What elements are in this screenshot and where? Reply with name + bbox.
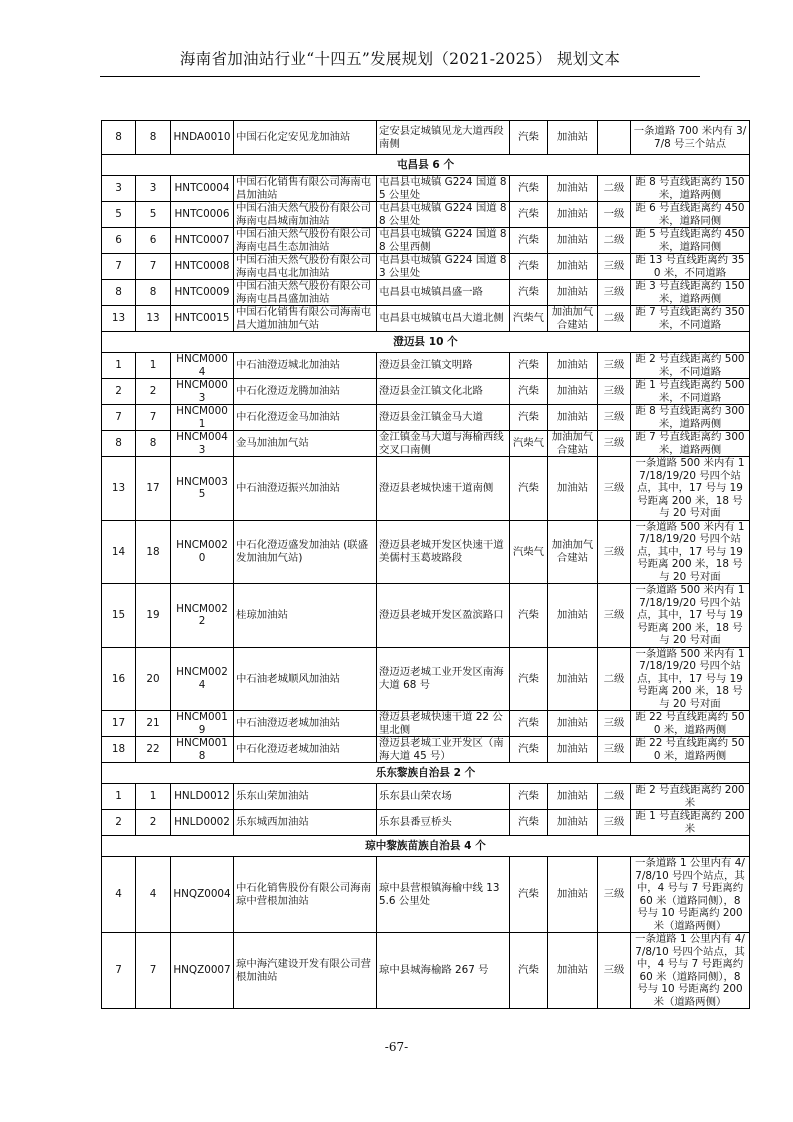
- station-name-cell: 中石化澄迈盛发加油站 (联盛发加油加气站): [234, 520, 377, 584]
- fuel-type-cell: 汽柴: [510, 379, 548, 405]
- grade-cell: 三级: [598, 810, 631, 836]
- row-index-cell: 1: [136, 784, 171, 810]
- row-index-cell: 4: [136, 857, 171, 933]
- county-section-row: [102, 836, 750, 857]
- row-seq-cell: 18: [102, 737, 136, 763]
- address-cell: 澄迈县金江镇金马大道: [377, 405, 510, 431]
- address-cell: 琼中县城海榆路 267 号: [377, 933, 510, 1009]
- station-name-cell: 桂琼加油站: [234, 584, 377, 648]
- stations-table-body: [102, 121, 750, 1009]
- distance-note-cell: 距 8 号直线距离约 150 米，道路两侧: [631, 176, 750, 202]
- station-code-cell: HNCM0043: [171, 431, 234, 457]
- address-cell: 屯昌县屯城镇 G224 国道 85 公里处: [377, 176, 510, 202]
- fuel-type-cell: 汽柴: [510, 737, 548, 763]
- distance-note-cell: 距 3 号直线距离约 150 米，道路两侧: [631, 280, 750, 306]
- grade-cell: 三级: [598, 431, 631, 457]
- fuel-type-cell: 汽柴: [510, 857, 548, 933]
- station-name-cell: 中国石化销售有限公司海南屯昌加油站: [234, 176, 377, 202]
- county-section-row: [102, 155, 750, 176]
- station-kind-cell: 加油站: [548, 202, 598, 228]
- row-seq-cell: 1: [102, 784, 136, 810]
- row-index-cell: 1: [136, 353, 171, 379]
- fuel-type-cell: 汽柴: [510, 176, 548, 202]
- row-index-cell: 3: [136, 176, 171, 202]
- station-kind-cell: 加油站: [548, 280, 598, 306]
- grade-cell: 三级: [598, 737, 631, 763]
- address-cell: 乐东县山荣农场: [377, 784, 510, 810]
- address-cell: 澄迈县老城开发区快速干道美儒村玉葛坡路段: [377, 520, 510, 584]
- fuel-type-cell: 汽柴: [510, 711, 548, 737]
- station-code-cell: HNCM0035: [171, 457, 234, 521]
- distance-note-cell: 一条道路 700 米内有 3/7/8 号三个站点: [631, 121, 750, 155]
- station-code-cell: HNCM0020: [171, 520, 234, 584]
- address-cell: 澄迈县老城开发区盈滨路口: [377, 584, 510, 648]
- station-code-cell: HNDA0010: [171, 121, 234, 155]
- station-name-cell: 乐东山荣加油站: [234, 784, 377, 810]
- page-header-title: 海南省加油站行业“十四五”发展规划（2021-2025） 规划文本: [179, 50, 621, 68]
- table-row: [102, 254, 750, 280]
- table-row: [102, 810, 750, 836]
- distance-note-cell: 一条道路 1 公里内有 4/7/8/10 号四个站点，其中，4 号与 7 号距离约 60 米（道路同侧），8 号与 10 号距离约 200 米（道路两侧）: [631, 933, 750, 1009]
- row-seq-cell: 7: [102, 933, 136, 1009]
- grade-cell: 三级: [598, 857, 631, 933]
- distance-note-cell: 距 2 号直线距离约 500 米，不同道路: [631, 353, 750, 379]
- address-cell: 定安县定城镇见龙大道西段南侧: [377, 121, 510, 155]
- fuel-type-cell: 汽柴: [510, 202, 548, 228]
- station-code-cell: HNCM0003: [171, 379, 234, 405]
- address-cell: 澄迈迈老城工业开发区南海大道 68 号: [377, 647, 510, 711]
- distance-note-cell: 一条道路 500 米内有 17/18/19/20 号四个站点，其中，17 号与 19 号距离 200 米，18 号与 20 号对面: [631, 647, 750, 711]
- grade-cell: 三级: [598, 711, 631, 737]
- fuel-type-cell: 汽柴: [510, 457, 548, 521]
- station-name-cell: 中国石油天然气股份有限公司海南屯昌屯北加油站: [234, 254, 377, 280]
- row-seq-cell: 16: [102, 647, 136, 711]
- station-name-cell: 中国石油天然气股份有限公司海南屯昌城南加油站: [234, 202, 377, 228]
- row-seq-cell: 7: [102, 254, 136, 280]
- table-row: [102, 405, 750, 431]
- station-name-cell: 中石油澄迈老城加油站: [234, 711, 377, 737]
- station-code-cell: HNCM0001: [171, 405, 234, 431]
- grade-cell: 三级: [598, 584, 631, 648]
- row-index-cell: 7: [136, 405, 171, 431]
- table-row: [102, 228, 750, 254]
- address-cell: 屯昌县屯城镇屯昌大道北侧: [377, 306, 510, 332]
- stations-table: [101, 120, 750, 1009]
- table-row: [102, 647, 750, 711]
- distance-note-cell: 距 8 号直线距离约 300 米，道路两侧: [631, 405, 750, 431]
- station-kind-cell: 加油站: [548, 176, 598, 202]
- fuel-type-cell: 汽柴: [510, 933, 548, 1009]
- station-code-cell: HNQZ0007: [171, 933, 234, 1009]
- row-seq-cell: 8: [102, 431, 136, 457]
- table-row: [102, 353, 750, 379]
- table-row: [102, 737, 750, 763]
- station-code-cell: HNCM0004: [171, 353, 234, 379]
- station-kind-cell: 加油站: [548, 647, 598, 711]
- address-cell: 屯昌县屯城镇 G224 国道 88 公里处: [377, 202, 510, 228]
- row-index-cell: 2: [136, 810, 171, 836]
- address-cell: 琼中县营根镇海榆中线 135.6 公里处: [377, 857, 510, 933]
- station-name-cell: 中国石油天然气股份有限公司海南屯昌昌盛加油站: [234, 280, 377, 306]
- station-kind-cell: 加油站: [548, 584, 598, 648]
- distance-note-cell: 一条道路 500 米内有 17/18/19/20 号四个站点，其中，17 号与 19 号距离 200 米，18 号与 20 号对面: [631, 520, 750, 584]
- station-name-cell: 中石油澄迈城北加油站: [234, 353, 377, 379]
- station-name-cell: 金马加油加气站: [234, 431, 377, 457]
- county-section-title: 澄迈县 10 个: [102, 332, 750, 353]
- grade-cell: 三级: [598, 280, 631, 306]
- row-seq-cell: 4: [102, 857, 136, 933]
- fuel-type-cell: 汽柴: [510, 353, 548, 379]
- station-name-cell: 中石化澄迈龙腾加油站: [234, 379, 377, 405]
- distance-note-cell: 距 22 号直线距离约 500 米，道路两侧: [631, 737, 750, 763]
- station-kind-cell: 加油站: [548, 353, 598, 379]
- row-seq-cell: 13: [102, 306, 136, 332]
- fuel-type-cell: 汽柴: [510, 784, 548, 810]
- county-section-title: 屯昌县 6 个: [102, 155, 750, 176]
- distance-note-cell: 距 2 号直线距离约 200 米: [631, 784, 750, 810]
- grade-cell: 三级: [598, 457, 631, 521]
- row-seq-cell: 3: [102, 176, 136, 202]
- station-name-cell: 中国石油天然气股份有限公司海南屯昌生态加油站: [234, 228, 377, 254]
- station-name-cell: 中石油老城顺风加油站: [234, 647, 377, 711]
- grade-cell: 二级: [598, 176, 631, 202]
- fuel-type-cell: 汽柴气: [510, 431, 548, 457]
- station-name-cell: 琼中海汽建设开发有限公司营根加油站: [234, 933, 377, 1009]
- row-seq-cell: 8: [102, 280, 136, 306]
- fuel-type-cell: 汽柴: [510, 405, 548, 431]
- station-code-cell: HNTC0015: [171, 306, 234, 332]
- station-code-cell: HNCM0018: [171, 737, 234, 763]
- row-seq-cell: 17: [102, 711, 136, 737]
- row-index-cell: 2: [136, 379, 171, 405]
- grade-cell: 三级: [598, 520, 631, 584]
- fuel-type-cell: 汽柴: [510, 280, 548, 306]
- address-cell: 澄迈县老城快速干道 22 公里北侧: [377, 711, 510, 737]
- page-number: -67-: [384, 1040, 409, 1054]
- distance-note-cell: 距 1 号直线距离约 500 米，不同道路: [631, 379, 750, 405]
- station-name-cell: 中石化澄迈老城加油站: [234, 737, 377, 763]
- row-seq-cell: 14: [102, 520, 136, 584]
- station-code-cell: HNTC0009: [171, 280, 234, 306]
- row-seq-cell: 8: [102, 121, 136, 155]
- distance-note-cell: 距 5 号直线距离约 450 米，道路同侧: [631, 228, 750, 254]
- station-kind-cell: 加油站: [548, 933, 598, 1009]
- distance-note-cell: 距 22 号直线距离约 500 米，道路两侧: [631, 711, 750, 737]
- station-kind-cell: 加油加气合建站: [548, 520, 598, 584]
- row-index-cell: 21: [136, 711, 171, 737]
- fuel-type-cell: 汽柴: [510, 584, 548, 648]
- station-kind-cell: 加油站: [548, 121, 598, 155]
- station-name-cell: 中石化销售股份有限公司海南琼中营根加油站: [234, 857, 377, 933]
- station-code-cell: HNCM0019: [171, 711, 234, 737]
- fuel-type-cell: 汽柴气: [510, 306, 548, 332]
- station-kind-cell: 加油站: [548, 857, 598, 933]
- table-row: [102, 520, 750, 584]
- row-seq-cell: 15: [102, 584, 136, 648]
- grade-cell: 三级: [598, 254, 631, 280]
- table-row: [102, 176, 750, 202]
- row-index-cell: 13: [136, 306, 171, 332]
- table-row: [102, 857, 750, 933]
- station-kind-cell: 加油加气合建站: [548, 306, 598, 332]
- station-name-cell: 中石化澄迈金马加油站: [234, 405, 377, 431]
- table-row: [102, 280, 750, 306]
- row-index-cell: 7: [136, 254, 171, 280]
- distance-note-cell: 距 13 号直线距离约 350 米，不同道路: [631, 254, 750, 280]
- station-kind-cell: 加油站: [548, 405, 598, 431]
- table-row: [102, 711, 750, 737]
- distance-note-cell: 一条道路 1 公里内有 4/7/8/10 号四个站点，其中，4 号与 7 号距离约 60 米（道路同侧），8 号与 10 号距离约 200 米（道路两侧）: [631, 857, 750, 933]
- station-name-cell: 中国石化定安见龙加油站: [234, 121, 377, 155]
- address-cell: 屯昌县屯城镇 G224 国道 83 公里处: [377, 254, 510, 280]
- county-section-title: 琼中黎族苗族自治县 4 个: [102, 836, 750, 857]
- grade-cell: 三级: [598, 353, 631, 379]
- row-index-cell: 8: [136, 121, 171, 155]
- station-kind-cell: 加油加气合建站: [548, 431, 598, 457]
- row-index-cell: 8: [136, 280, 171, 306]
- station-code-cell: HNTC0004: [171, 176, 234, 202]
- station-kind-cell: 加油站: [548, 737, 598, 763]
- station-kind-cell: 加油站: [548, 379, 598, 405]
- row-seq-cell: 2: [102, 379, 136, 405]
- station-kind-cell: 加油站: [548, 784, 598, 810]
- station-name-cell: 中国石化销售有限公司海南屯昌大道加油加气站: [234, 306, 377, 332]
- address-cell: 屯昌县屯城镇 G224 国道 88 公里西侧: [377, 228, 510, 254]
- address-cell: 澄迈县老城工业开发区（南海大道 45 号）: [377, 737, 510, 763]
- station-kind-cell: 加油站: [548, 457, 598, 521]
- row-seq-cell: 5: [102, 202, 136, 228]
- table-row: [102, 584, 750, 648]
- station-name-cell: 乐东城西加油站: [234, 810, 377, 836]
- address-cell: 屯昌县屯城镇昌盛一路: [377, 280, 510, 306]
- grade-cell: 三级: [598, 405, 631, 431]
- distance-note-cell: 距 6 号直线距离约 450 米，道路同侧: [631, 202, 750, 228]
- stations-table-container: [101, 120, 749, 1009]
- distance-note-cell: 一条道路 500 米内有 17/18/19/20 号四个站点，其中，17 号与 19 号距离 200 米，18 号与 20 号对面: [631, 584, 750, 648]
- table-row: [102, 933, 750, 1009]
- table-row: [102, 457, 750, 521]
- station-kind-cell: 加油站: [548, 810, 598, 836]
- address-cell: 澄迈县老城快速干道南侧: [377, 457, 510, 521]
- row-index-cell: 19: [136, 584, 171, 648]
- grade-cell: 三级: [598, 933, 631, 1009]
- grade-cell: 二级: [598, 647, 631, 711]
- distance-note-cell: 距 1 号直线距离约 200 米: [631, 810, 750, 836]
- table-row: [102, 306, 750, 332]
- station-kind-cell: 加油站: [548, 711, 598, 737]
- grade-cell: 一级: [598, 202, 631, 228]
- address-cell: 澄迈县金江镇文明路: [377, 353, 510, 379]
- header-rule: [100, 76, 700, 77]
- table-row: [102, 784, 750, 810]
- fuel-type-cell: 汽柴气: [510, 520, 548, 584]
- station-code-cell: HNTC0007: [171, 228, 234, 254]
- county-section-row: [102, 332, 750, 353]
- row-seq-cell: 7: [102, 405, 136, 431]
- grade-cell: 三级: [598, 379, 631, 405]
- station-code-cell: HNLD0012: [171, 784, 234, 810]
- fuel-type-cell: 汽柴: [510, 254, 548, 280]
- table-row: [102, 121, 750, 155]
- fuel-type-cell: 汽柴: [510, 228, 548, 254]
- station-name-cell: 中石油澄迈振兴加油站: [234, 457, 377, 521]
- fuel-type-cell: 汽柴: [510, 121, 548, 155]
- row-index-cell: 7: [136, 933, 171, 1009]
- station-code-cell: HNTC0006: [171, 202, 234, 228]
- county-section-title: 乐东黎族自治县 2 个: [102, 763, 750, 784]
- station-code-cell: HNCM0022: [171, 584, 234, 648]
- grade-cell: 二级: [598, 306, 631, 332]
- table-row: [102, 202, 750, 228]
- address-cell: 乐东县番豆桥头: [377, 810, 510, 836]
- station-code-cell: HNTC0008: [171, 254, 234, 280]
- station-code-cell: HNQZ0004: [171, 857, 234, 933]
- address-cell: 澄迈县金江镇文化北路: [377, 379, 510, 405]
- row-seq-cell: 2: [102, 810, 136, 836]
- distance-note-cell: 距 7 号直线距离约 300 米，道路两侧: [631, 431, 750, 457]
- station-code-cell: HNLD0002: [171, 810, 234, 836]
- row-index-cell: 8: [136, 431, 171, 457]
- row-index-cell: 18: [136, 520, 171, 584]
- station-code-cell: HNCM0024: [171, 647, 234, 711]
- grade-cell: 二级: [598, 784, 631, 810]
- address-cell: 金江镇金马大道与海榆西线交叉口南侧: [377, 431, 510, 457]
- fuel-type-cell: 汽柴: [510, 647, 548, 711]
- station-kind-cell: 加油站: [548, 254, 598, 280]
- grade-cell: [598, 121, 631, 155]
- distance-note-cell: 一条道路 500 米内有 17/18/19/20 号四个站点，其中，17 号与 19 号距离 200 米，18 号与 20 号对面: [631, 457, 750, 521]
- table-row: [102, 379, 750, 405]
- table-row: [102, 431, 750, 457]
- row-index-cell: 20: [136, 647, 171, 711]
- station-kind-cell: 加油站: [548, 228, 598, 254]
- row-index-cell: 22: [136, 737, 171, 763]
- grade-cell: 二级: [598, 228, 631, 254]
- row-index-cell: 17: [136, 457, 171, 521]
- row-seq-cell: 13: [102, 457, 136, 521]
- distance-note-cell: 距 7 号直线距离约 350 米，不同道路: [631, 306, 750, 332]
- fuel-type-cell: 汽柴: [510, 810, 548, 836]
- county-section-row: [102, 763, 750, 784]
- row-index-cell: 5: [136, 202, 171, 228]
- row-seq-cell: 6: [102, 228, 136, 254]
- row-index-cell: 6: [136, 228, 171, 254]
- row-seq-cell: 1: [102, 353, 136, 379]
